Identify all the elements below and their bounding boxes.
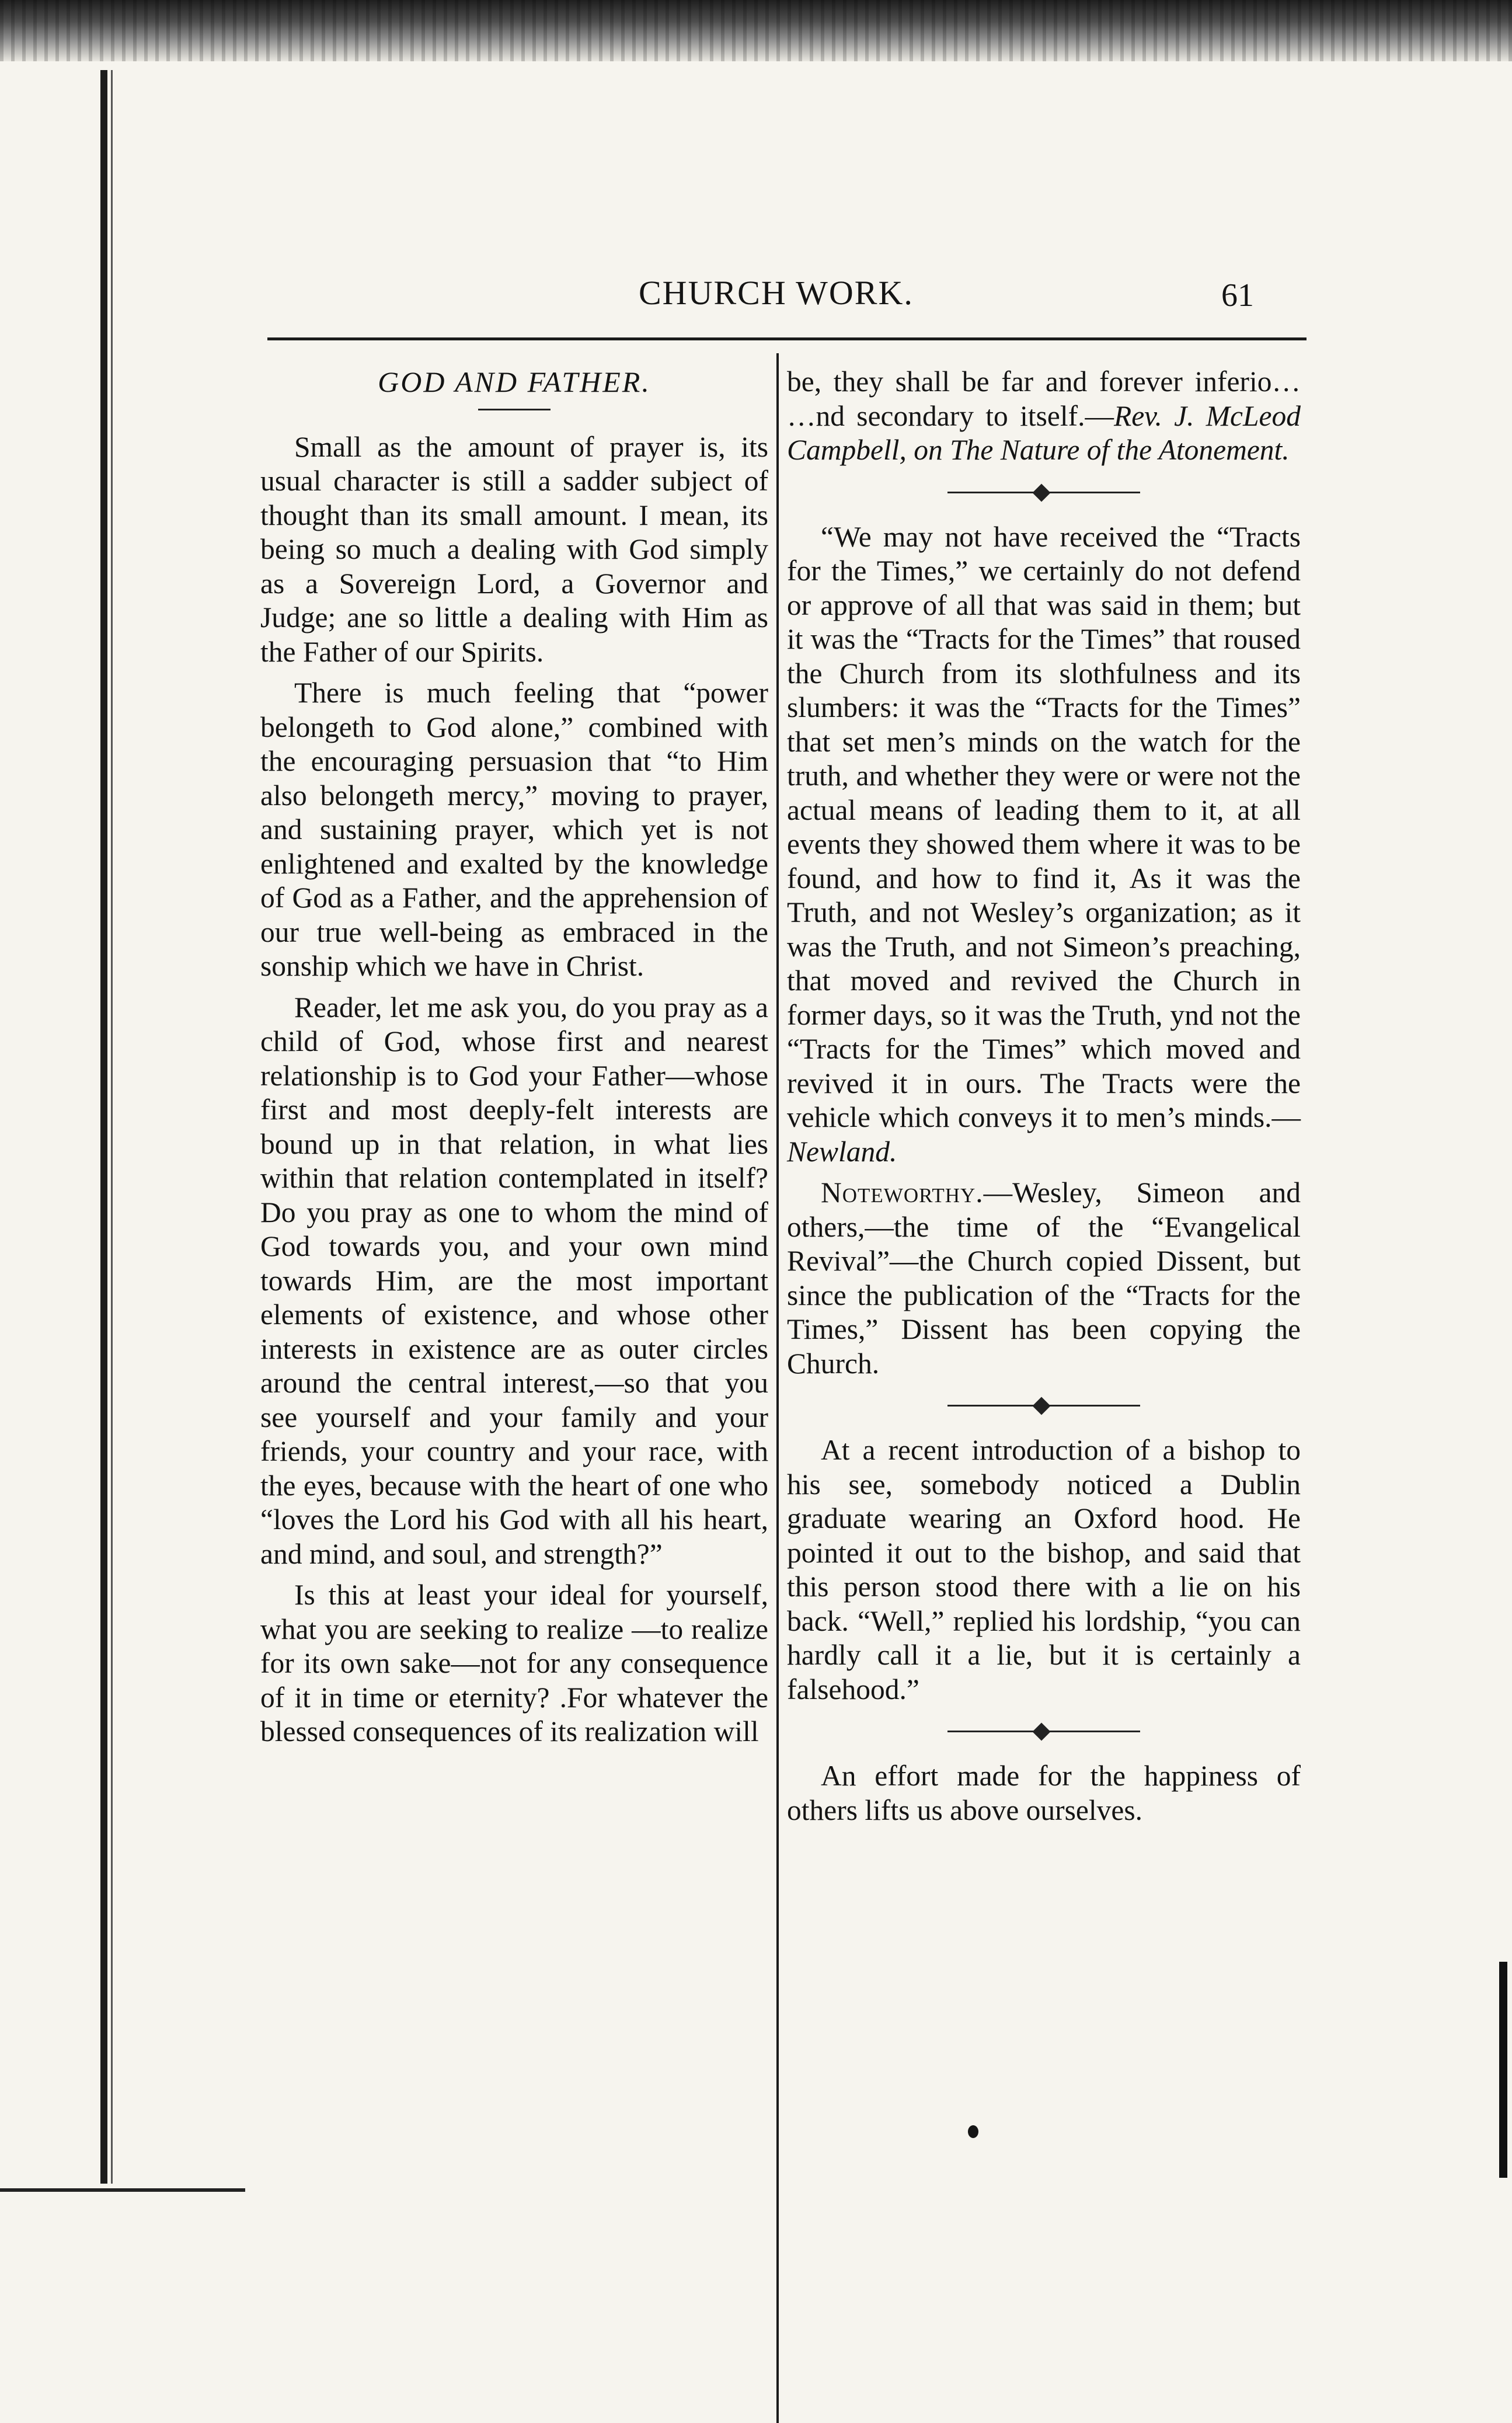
- scan-right-edge: [1499, 1962, 1507, 2178]
- scan-bottom-edge: [0, 2188, 245, 2192]
- header-rule: [267, 337, 1307, 340]
- continued-paragraph: [787, 365, 1301, 468]
- attribution: Rev. J. McLeod Campbell, on The Nature of the Atonement.: [787, 399, 1301, 466]
- noteworthy-paragraph: [787, 1176, 1301, 1381]
- closing-paragraph: An effort made for the happiness of others lifts us above ourselves.: [787, 1760, 1301, 1826]
- tracts-text: “We may not have received the “Tracts for the Times,” we certainly do not defend or approve of all that was said in them; but it was the “Tracts for the Times” that roused the Church from its slothfulness and its slumbers: it was the “Tracts for the Times” that set men’s minds on the watch for the truth, and whether they were or were not the actual means of leading them to it, at all events they showed them where it was to be found, and how to find it, As it was the Truth, and not Wesley’s organization; as it was the Truth, and not Simeon’s preaching, that moved and revived the Church in former days, so it was the Truth, ynd not the “Tracts for the Times” which moved and revived it in ours. The Tracts were the vehicle which conveys it to men’s minds.—: [787, 520, 1301, 1133]
- title-rule: [478, 409, 551, 410]
- tracts-paragraph: [787, 520, 1301, 1169]
- scan-top-edge: [0, 0, 1512, 61]
- noteworthy-text: —Wesley, Simeon and others,—the time of the “Evangelical Revival”—the Church copied Dissent, but since the publication of the “Tracts for the Times,” Dissent has been copying the Church.: [787, 1176, 1301, 1380]
- column-divider: [776, 353, 779, 2423]
- scan-left-binding-edge: [100, 70, 107, 2184]
- paragraph: There is much feeling that “power belongeth to God alone,” combined with the encouraging persuasion that “to Him also belongeth mercy,” moving to prayer, and sustaining prayer, which yet is not enlightened and exalted by the knowledge of God as a Father, and the apprehension of our true well-being as embraced in the sonship which we have in Christ.: [260, 677, 768, 982]
- section-ornament: [947, 1391, 1140, 1421]
- paragraph: Is this at least your ideal for yourself, what you are seeking to realize —to realize for its own sake—not for any consequence of it in time or eternity? .For whatever the blessed consequences of its realization will: [260, 1579, 768, 1747]
- printer-dot: [968, 2125, 978, 2138]
- article-title: GOD AND FATHER.: [378, 365, 651, 398]
- noteworthy-label: Noteworthy.: [821, 1176, 984, 1209]
- right-column: [787, 365, 1301, 1834]
- left-column: [260, 365, 768, 1756]
- bishop-paragraph: At a recent introduction of a bishop to his see, somebody noticed a Dublin graduate wearing an Oxford hood. He pointed it out to the bishop, and said that this person stood there with a lie on his back. “Well,” replied his lordship, “you can hardly call it a lie, but it is certainly a falsehood.”: [787, 1434, 1301, 1705]
- section-ornament: [947, 1717, 1140, 1746]
- section-ornament: [947, 478, 1140, 507]
- page-number: 61: [1221, 277, 1254, 314]
- continued-text: be, they shall be far and forever inferio… …nd secondary to itself.—: [787, 365, 1301, 432]
- paragraph: Reader, let me ask you, do you pray as a child of God, whose first and nearest relationship is to God your Father—whose first and most deeply-felt interests are bound up in that relation, in what lies within that relation contemplated in itself? Do you pray as one to whom the mind of God towards you, and your own mind towards Him, are the most important elements of existence, and whose other interests in existence are as outer circles around the central interest,—so that you see yourself and your family and your friends, your country and your race, with the eyes, because with the heart of one who “loves the Lord his God with all his heart, and mind, and soul, and strength?”: [260, 991, 768, 1570]
- scan-left-binding-line: [111, 70, 113, 2184]
- running-title: CHURCH WORK.: [639, 274, 914, 312]
- tracts-source: Newland.: [787, 1135, 897, 1168]
- paragraph: Small as the amount of prayer is, its usual character is still a sadder subject of thought than its small amount. I mean, its being so much a dealing with God simply as a Sovereign Lord, a Governor and Judge; ane so little a dealing with Him as the Father of our Spirits.: [260, 430, 768, 668]
